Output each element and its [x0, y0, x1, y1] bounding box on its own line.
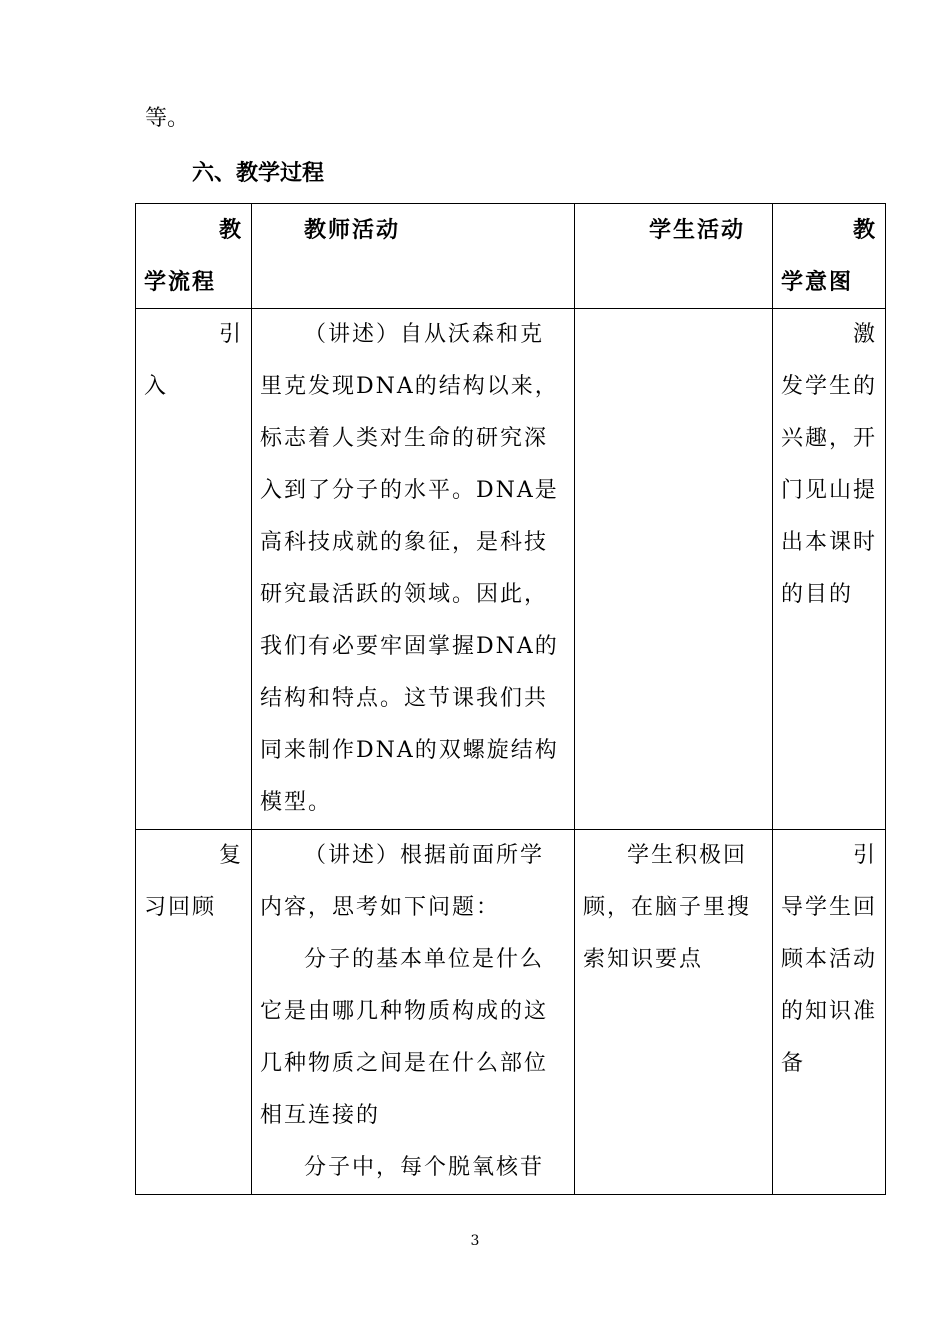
intro-stage-line1: 引	[218, 322, 243, 347]
header-intent	[773, 204, 886, 309]
intro-student	[575, 309, 773, 830]
section-heading: 六、教学过程	[192, 160, 325, 186]
header-student-label: 学生活动	[649, 217, 746, 243]
review-teacher	[252, 830, 575, 1195]
review-stage-line2: 习回顾	[144, 895, 217, 920]
intro-teacher-text: （讲述）自从沃森和克里克发现DNA的结构以来，标志着人类对生命的研究深入到了分子的水平。DNA是高科技成就的象征，是科技研究最活跃的领域。因此，我们有必要牢固掌握DNA的结构和特点。这节课我们共同来制作DNA的双螺旋结构模型。	[260, 322, 559, 815]
review-intent	[773, 830, 886, 1195]
review-student	[575, 830, 773, 1195]
table-row-intro	[136, 309, 886, 830]
review-stage	[136, 830, 252, 1195]
review-teacher-p2: 分子的基本单位是什么它是由哪几种物质构成的这几种物质之间是在什么部位相互连接的	[260, 947, 549, 1128]
teaching-process-table	[135, 203, 886, 1195]
header-stage-line1: 教	[218, 217, 243, 243]
header-intent-line2: 学意图	[781, 269, 854, 295]
header-stage-line2: 学流程	[144, 269, 217, 295]
header-teacher-label: 教师活动	[304, 217, 401, 243]
review-stage-line1: 复	[218, 843, 243, 868]
header-teacher	[252, 204, 575, 309]
review-student-text: 学生积极回顾，在脑子里搜索知识要点	[583, 843, 752, 972]
header-stage	[136, 204, 252, 309]
table-row-review	[136, 830, 886, 1195]
intro-intent-line2: 发学生的兴趣，开门见山提出本课时的目的	[781, 374, 878, 607]
review-intent-line1: 引	[852, 843, 877, 868]
continuation-text: 等。	[145, 106, 190, 131]
intro-intent	[773, 309, 886, 830]
review-intent-line2: 导学生回顾本活动的知识准备	[781, 895, 878, 1076]
intro-teacher	[252, 309, 575, 830]
intro-intent-line1: 激	[852, 322, 877, 347]
table-header-row	[136, 204, 886, 309]
review-teacher-p3: 分子中，每个脱氧核苷	[304, 1155, 545, 1180]
header-intent-line1: 教	[852, 217, 877, 243]
page-number: 3	[470, 1233, 480, 1249]
review-teacher-p1: （讲述）根据前面所学内容，思考如下问题：	[260, 843, 545, 920]
intro-stage	[136, 309, 252, 830]
header-student	[575, 204, 773, 309]
intro-stage-line2: 入	[144, 374, 169, 399]
